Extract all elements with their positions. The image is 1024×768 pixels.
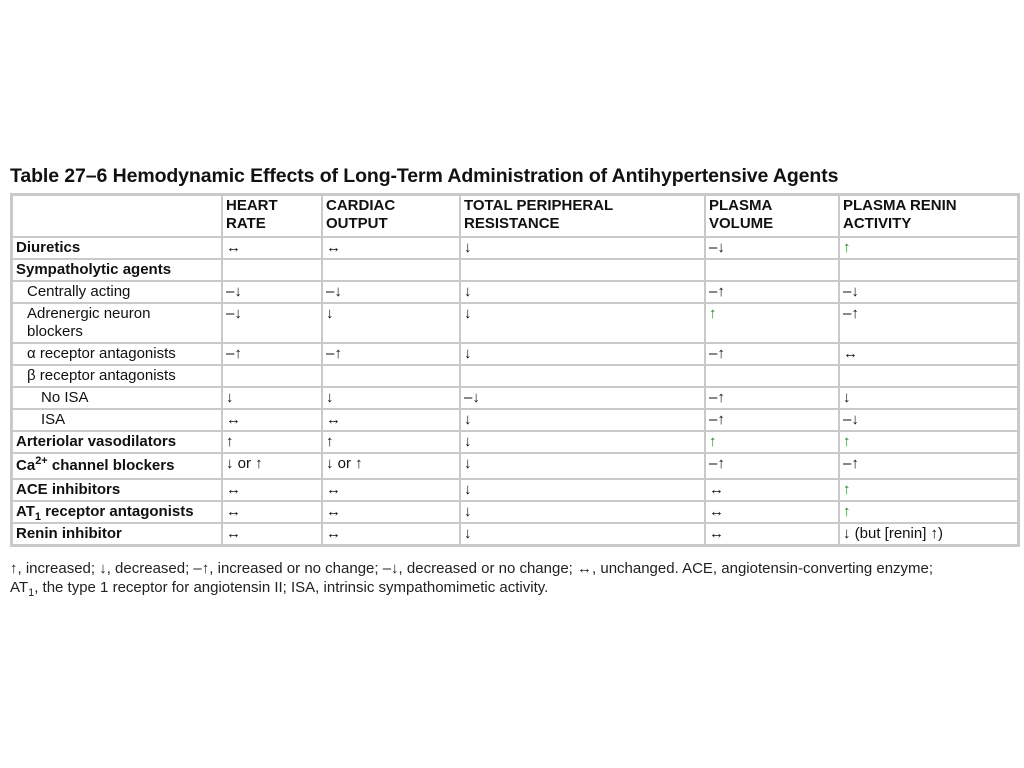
row-label: ACE inhibitors: [13, 480, 223, 502]
table-cell: –↑: [706, 388, 840, 410]
table-cell: [461, 366, 706, 388]
table-cell: –↓: [840, 282, 1017, 304]
table-row: [13, 388, 1017, 410]
table-cell: –↓: [223, 304, 323, 344]
table-cell: ↔: [323, 480, 461, 502]
header-corner: [13, 196, 223, 238]
table-cell: ↓: [840, 388, 1017, 410]
table-cell: –↓: [840, 410, 1017, 432]
header-total-peripheral-resistance: TOTAL PERIPHERAL RESISTANCE: [461, 196, 706, 238]
table-cell: –↓: [706, 238, 840, 260]
header-heart-rate: HEART RATE: [223, 196, 323, 238]
table-row: [13, 524, 1017, 544]
table-frame: [10, 193, 1020, 547]
table-cell: [706, 260, 840, 282]
table-cell: ↔: [223, 480, 323, 502]
table-cell: ↔: [323, 524, 461, 544]
table-cell: –↑: [706, 410, 840, 432]
table-cell: [323, 260, 461, 282]
table-cell: ↔: [706, 502, 840, 524]
table-cell: ↓: [461, 502, 706, 524]
table-row: [13, 282, 1017, 304]
table-cell: ↓: [461, 304, 706, 344]
row-label: $Ca^{2+}$ channel blockers: [13, 454, 223, 480]
table-cell: ↑: [706, 304, 840, 344]
row-label: Renin inhibitor: [13, 524, 223, 544]
table-cell: ↓: [461, 410, 706, 432]
table-cell: –↑: [706, 454, 840, 480]
row-label: ISA: [13, 410, 223, 432]
table-cell: ↓: [323, 304, 461, 344]
table-cell: ↑: [840, 238, 1017, 260]
row-label: No ISA: [13, 388, 223, 410]
table-row: [13, 304, 1017, 344]
document: [10, 163, 1022, 597]
table-cell: ↔: [223, 238, 323, 260]
header-row: [13, 196, 1017, 238]
table-cell: –↑: [706, 344, 840, 366]
row-label: Centrally acting: [13, 282, 223, 304]
table-cell: –↓: [461, 388, 706, 410]
row-label: α receptor antagonists: [13, 344, 223, 366]
table-cell: ↔: [840, 344, 1017, 366]
table-title: Table 27–6 Hemodynamic Effects of Long-Term Administration of Antihypertensive Agents: [10, 165, 839, 187]
table-cell: [706, 366, 840, 388]
table-cell: –↓: [223, 282, 323, 304]
table-row: [13, 432, 1017, 454]
table-cell: ↓: [223, 388, 323, 410]
table-cell: [840, 260, 1017, 282]
row-label: $AT_1$ receptor antagonists: [13, 502, 223, 524]
row-label: Arteriolar vasodilators: [13, 432, 223, 454]
table-cell: ↔: [323, 410, 461, 432]
table-cell: ↓: [461, 344, 706, 366]
table-cell: ↓: [461, 480, 706, 502]
row-label: Adrenergic neuron blockers: [13, 304, 223, 344]
table-cell: ↔: [706, 524, 840, 544]
table-cell: ↔: [223, 502, 323, 524]
table-cell: ↓: [461, 432, 706, 454]
table-cell: ↔: [706, 480, 840, 502]
header-plasma-renin-activity: PLASMA RENIN ACTIVITY: [840, 196, 1017, 238]
table-cell: ↓ (but [renin] ↑): [843, 525, 944, 542]
table-cell: [223, 366, 323, 388]
table-cell: ↔: [223, 524, 323, 544]
table-cell: ↑: [840, 480, 1017, 502]
table-cell: –↑: [840, 304, 1017, 344]
table-cell: ↑: [323, 432, 461, 454]
table-cell: [461, 260, 706, 282]
table-cell: ↓ or ↑: [223, 454, 323, 480]
table-cell: ↔: [323, 502, 461, 524]
table-cell: [323, 366, 461, 388]
table-row: [13, 410, 1017, 432]
table-row: [13, 480, 1017, 502]
table-cell: ↑: [706, 432, 840, 454]
table-cell: [223, 260, 323, 282]
table-cell: ↓: [461, 524, 706, 544]
footnote-line-2: $AT_1$, the type 1 receptor for angiotensin II; ISA, intrinsic sympathomimetic activity.: [10, 579, 549, 599]
table-cell: –↑: [223, 344, 323, 366]
header-plasma-volume: PLASMA VOLUME: [706, 196, 840, 238]
table-footnote: [10, 559, 1014, 597]
table-cell: ↑: [840, 502, 1017, 524]
table-cell: ↓: [461, 238, 706, 260]
table-row: [13, 344, 1017, 366]
header-cardiac-output: CARDIAC OUTPUT: [323, 196, 461, 238]
table-cell: ↓: [323, 388, 461, 410]
table-cell: ↑: [840, 432, 1017, 454]
table-row: [13, 260, 1017, 282]
table-cell: –↑: [323, 344, 461, 366]
row-label: β receptor antagonists: [13, 366, 223, 388]
table-cell: ↓: [461, 282, 706, 304]
table-row: [13, 238, 1017, 260]
table-cell: –↑: [706, 282, 840, 304]
row-label: Diuretics: [13, 238, 223, 260]
table-cell: ↔: [323, 238, 461, 260]
table-cell: –↑: [840, 454, 1017, 480]
table-cell: ↔: [223, 410, 323, 432]
table-cell: ↑: [223, 432, 323, 454]
table-row: [13, 454, 1017, 480]
table-row: [13, 502, 1017, 524]
footnote-line-1: ↑, increased; ↓, decreased; –↑, increased or no change; –↓, decreased or no change; ↔, unchanged. ACE, angiotensin-converting enzyme;: [10, 560, 934, 577]
table-cell: ↓: [461, 454, 706, 480]
hemodynamic-effects-table: [13, 196, 1017, 544]
table-cell: ↓ or ↑: [323, 454, 461, 480]
row-label: Sympatholytic agents: [13, 260, 223, 282]
table-row: [13, 366, 1017, 388]
table-cell: [840, 366, 1017, 388]
table-cell: –↓: [323, 282, 461, 304]
